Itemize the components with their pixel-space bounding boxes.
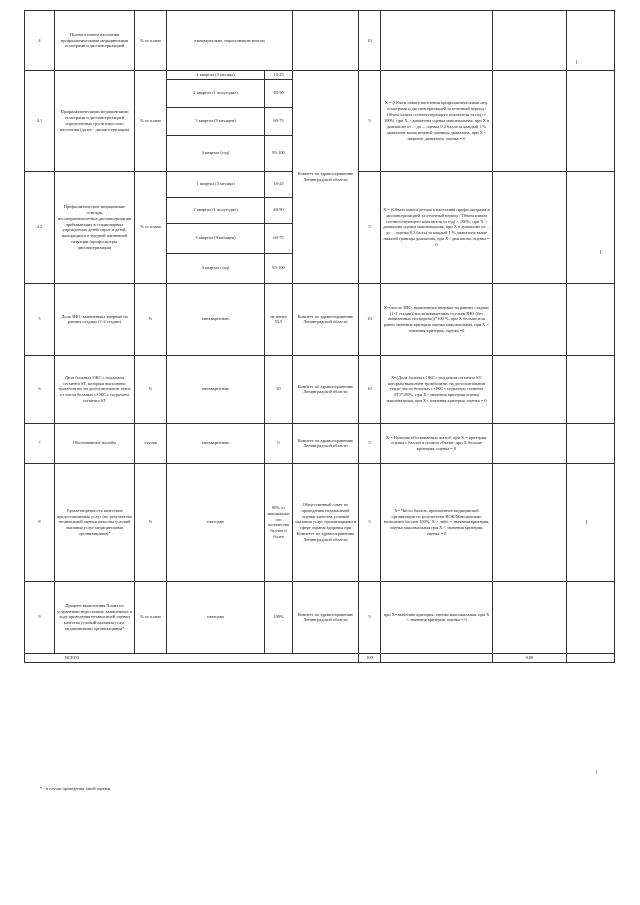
period-cell: 2 квартал (1 полугодие)	[167, 197, 265, 223]
scan-speck	[596, 770, 597, 774]
target-value: 100%	[265, 581, 293, 653]
formula-cell	[381, 11, 493, 71]
points-cell: 5	[359, 581, 381, 653]
result-cell	[493, 11, 567, 71]
table-row	[25, 581, 615, 653]
criterion-name: Процент выполнения Плана по устранению недостатков, выявленных в ходе проведения независимой оценки качества условий оказания услуг медицинскими организациями*	[55, 581, 135, 653]
unit-cell: %	[135, 463, 167, 581]
period-value: 10-25	[265, 71, 293, 80]
row-number: 5	[25, 283, 55, 355]
criterion-name: Доля больных ОКС с подъемом сегмента ST, которым выполнено тромболизис на догоспитальном этапе от числа больных с ОКС с подъемом сегмента ST	[55, 355, 135, 423]
responsible-cell: Комитет по здравоохранению Ленинградской области	[293, 355, 359, 423]
frequency-cell: ежеквартально	[167, 355, 265, 423]
unit-cell: % от плана	[135, 581, 167, 653]
formula-cell: X=(Доля больных ОКС с подъемом сегмента ST, которым выполнен тромболизис на догоспитальном этапе/ число больных с ОКС с подъемом сегмента ST)*100%, при X> значения критерия оценка максимальная, при X< значения критерия, оценка = 0	[381, 355, 493, 423]
target-value: не менее 55,5	[265, 283, 293, 355]
criteria-table	[24, 10, 615, 663]
scan-speck	[600, 250, 601, 254]
responsible-cell: Комитет по здравоохранению Ленинградской области	[293, 71, 359, 284]
row-number: 9	[25, 581, 55, 653]
formula-cell: X = Наличие обоснованных жалоб, при X = критерия, оценка с баллах в полном объеме, при X больше критерия, оценка = 0	[381, 423, 493, 463]
result-cell	[493, 581, 567, 653]
period-cell: 4 квартал (год)	[167, 253, 265, 283]
frequency-cell: ежеквартально	[167, 283, 265, 355]
responsible-cell: Комитет по здравоохранению Ленинградской области	[293, 581, 359, 653]
table-row	[25, 463, 615, 581]
frequency-cell: ежегодно	[167, 463, 265, 581]
table-row	[25, 355, 615, 423]
notes-cell	[567, 171, 615, 283]
table-row	[25, 423, 615, 463]
criterion-name: Профилактическими медицинскими осмотрами и диспансеризацией определенных групп взрослого населения (далее - диспансеризация)	[55, 71, 135, 172]
row-number: 6	[25, 355, 55, 423]
period-cell: 3 квартал (9 месяцев)	[167, 107, 265, 135]
criterion-name: Доля ЗНО, выявленных впервые на ранних стадиях (1-2 стадии)	[55, 283, 135, 355]
table-row	[25, 11, 615, 71]
row-number: 4	[25, 11, 55, 71]
target-value: 20	[265, 355, 293, 423]
frequency-cell: ежеквартально	[167, 423, 265, 463]
scan-speck	[576, 60, 577, 64]
points-cell: 10	[359, 11, 381, 71]
points-cell: 5	[359, 171, 381, 283]
unit-cell: % от плана	[135, 11, 167, 71]
frequency-cell: ежегодно	[167, 581, 265, 653]
total-points: 100	[359, 653, 381, 662]
unit-cell: % от плана	[135, 171, 167, 283]
period-cell: 1 квартал (3 месяца)	[167, 171, 265, 197]
result-cell	[493, 283, 567, 355]
total-row	[25, 653, 615, 662]
total-result: 0,00	[493, 653, 567, 662]
formula-cell: X = (Объем охвата детского населения профосмотрами и диспансеризацией за отчетный период / Объем охвата соответствующего показателя за год) × 100%, при X > диапазона оценка максимальная, при X в диапазоне от ... до ... оценка 0,3 балла за каждый 1 % диапазона выше нижней границы диапазона, при X< диапазона, оценка = 0	[381, 171, 493, 283]
frequency-cell: ежеквартально, нарастающим итогом	[167, 11, 293, 71]
criterion-name: Профилактические медицинские осмотры несовершеннолетних,диспансеризация пребывающих в стационарных учреждениях детей-сирот и детей, находящихся в трудной жизненной ситуации (профосмотры, диспансеризация)	[55, 171, 135, 283]
criterion-name: Обоснованные жалобы	[55, 423, 135, 463]
period-value: 93-100	[265, 253, 293, 283]
scan-speck	[586, 520, 587, 524]
footnote: * - в случае проведения такой оценки	[40, 786, 111, 791]
total-label: ВСЕГО	[25, 653, 359, 662]
period-cell: 1 квартал (3 месяца)	[167, 71, 265, 80]
row-number: 4.1	[25, 71, 55, 172]
notes-cell	[567, 581, 615, 653]
period-value: 93-100	[265, 135, 293, 171]
responsible-cell: Общественный совет по проведению независимой оценки качества условий оказания услуг организациями в сфере охраны здоровья при Комитете по здравоохранению Ленинградской области	[293, 463, 359, 581]
responsible-cell	[293, 11, 359, 71]
notes-cell	[567, 423, 615, 463]
formula-cell: X = (Объем охвата населения профилактическими мед. осмотрами и диспансеризацией за отчетный период / Объем охвата соответствующего показателя за год) × 100%, при X > диапазона оценка максимальная, при X в диапазоне от ... до ... оценка 0,3 балла за каждый 1 % диапазона выше нижней границы диапазона, при X < нижнего диапазона, оценка = 0	[381, 71, 493, 172]
period-value: 10-25	[265, 171, 293, 197]
result-cell	[493, 423, 567, 463]
criterion-name: Полнота охвата населения профилактическими медицинскими осмотрами и диспансеризацией	[55, 11, 135, 71]
points-cell: 5	[359, 463, 381, 581]
unit-cell: % от плана	[135, 71, 167, 172]
period-value: 60-75	[265, 107, 293, 135]
target-value: 0	[265, 423, 293, 463]
points-cell: 5	[359, 423, 381, 463]
notes-cell	[567, 355, 615, 423]
target-value: 90% от максимального количества баллов и более	[265, 463, 293, 581]
points-cell: 10	[359, 355, 381, 423]
result-cell	[493, 463, 567, 581]
formula-cell	[381, 653, 493, 662]
table-row	[25, 71, 615, 80]
formula-cell: X=(число ЗНО, выявленных впервые на ранних стадиях (1-2 стадии)/число выявленных случаев ЗНО (без выявленных посмертно))*100 %, при X больше или равно значения критерия оценка максимальная, при X < значения критерия, оценка =0	[381, 283, 493, 355]
notes-cell	[567, 653, 615, 662]
formula-cell: при X=значению критерия, оценка максимальная, при X < значения критерия, оценка = 0	[381, 581, 493, 653]
formula-cell: X= Число баллов, присвоенное медицинской организации по результатам НОК/Максимально возможное баллов 100%, X > либо = значения критерия, оценка максимальная при X < значения критерия, оценка = 0	[381, 463, 493, 581]
notes-cell	[567, 463, 615, 581]
row-number: 4.2	[25, 171, 55, 283]
points-cell: 5	[359, 71, 381, 172]
points-cell: 10	[359, 283, 381, 355]
criterion-name: Удовлетворенность качеством предоставляемых услуг (по результатам независимой оценки качества условий оказания услуг медицинскими организациями)*	[55, 463, 135, 581]
unit-cell: %	[135, 355, 167, 423]
unit-cell: случаи	[135, 423, 167, 463]
result-cell	[493, 71, 567, 172]
row-number: 7	[25, 423, 55, 463]
responsible-cell: Комитет по здравоохранению Ленинградской области	[293, 423, 359, 463]
notes-cell	[567, 71, 615, 172]
period-value: 40-50	[265, 197, 293, 223]
period-cell: 2 квартал (1 полугодие)	[167, 79, 265, 107]
period-value: 40-50	[265, 79, 293, 107]
row-number: 8	[25, 463, 55, 581]
period-cell: 3 квартал (9 месяцев)	[167, 223, 265, 253]
table-row	[25, 283, 615, 355]
responsible-cell: Комитет по здравоохранению Ленинградской области	[293, 283, 359, 355]
result-cell	[493, 171, 567, 283]
period-cell: 4 квартал (год)	[167, 135, 265, 171]
notes-cell	[567, 11, 615, 71]
result-cell	[493, 355, 567, 423]
unit-cell: %	[135, 283, 167, 355]
period-value: 60-75	[265, 223, 293, 253]
notes-cell	[567, 283, 615, 355]
